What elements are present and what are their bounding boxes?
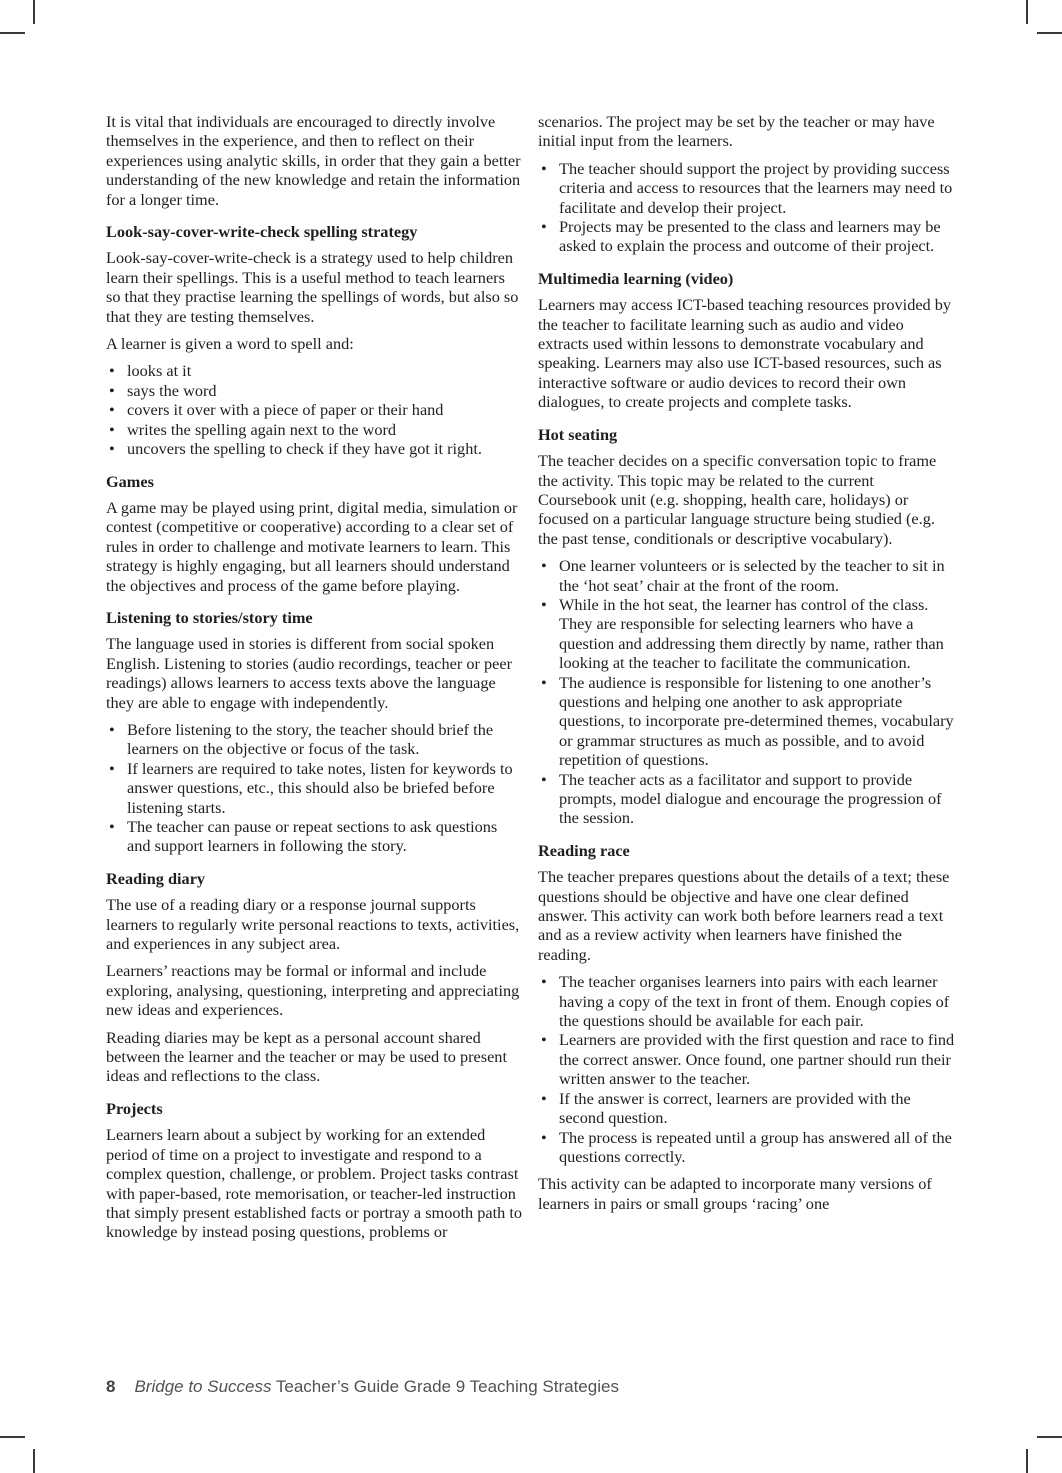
crop-mark-top-left-horizontal (0, 32, 25, 34)
bullet-marker: • (541, 1088, 547, 1108)
bullet-item (538, 556, 955, 595)
bullet-text: says the word (127, 380, 217, 400)
bullet-marker: • (541, 556, 547, 576)
paragraph: Learners’ reactions may be formal or informal and include exploring, analysing, questioning, interpreting and appreciating new ideas and experiences. (106, 961, 520, 1020)
bullet-text: uncovers the spelling to check if they have got it right. (127, 439, 482, 459)
bullet-text: The teacher can pause or repeat sections to ask questions and support learners in following the story. (127, 817, 498, 856)
paragraph: The teacher decides on a specific conversation topic to frame the activity. This topic may be related to the current Coursebook unit (e.g. shopping, health care, holidays) or focused on a particular language structure being studied (e.g. the past tense, conditionals or descriptive vocabulary). (538, 451, 937, 548)
bullet-marker: • (541, 1127, 547, 1147)
section-heading: Reading race (538, 840, 630, 860)
bullet-text: writes the spelling again next to the word (127, 419, 397, 439)
bullet-list (106, 720, 523, 856)
bullet-text: The teacher acts as a facilitator and support to provide prompts, model dialogue and encourage the progression of the session. (559, 769, 942, 828)
bullet-item (538, 1128, 955, 1167)
left-column (106, 112, 523, 1250)
bullet-marker: • (541, 1030, 547, 1050)
bullet-item (538, 159, 955, 217)
paragraph: Look-say-cover-write-check is a strategy used to help children learn their spellings. This is a useful method to teach learners so that they practise learning the spellings of words, but also so that they are testing themselves. (106, 248, 519, 326)
bullet-marker: • (541, 672, 547, 692)
paragraph: The teacher prepares questions about the details of a text; these questions should be objective and have one clear defined answer. This activity can work both before learners read a text and as a review activity when learners have finished the reading. (538, 867, 950, 964)
bullet-item (538, 217, 955, 256)
bullet-marker: • (109, 419, 115, 439)
bullet-marker: • (541, 217, 547, 237)
bullet-marker: • (109, 361, 115, 381)
bullet-marker: • (109, 817, 115, 836)
bullet-item (538, 595, 955, 673)
bullet-list (106, 361, 523, 458)
crop-mark-bottom-left-vertical (33, 1449, 35, 1473)
bullet-item (538, 770, 955, 828)
section-heading: Reading diary (106, 868, 206, 888)
bullet-item (106, 720, 523, 759)
bullet-item (538, 1030, 955, 1088)
section-heading: Hot seating (538, 424, 618, 444)
paragraph: It is vital that individuals are encouraged to directly involve themselves in the experience, and then to reflect on their experiences using analytic skills, in order that they gain a better understanding of the new knowledge and retain the information for a longer time. (106, 112, 521, 209)
bullet-item (538, 972, 955, 1030)
bullet-marker: • (541, 158, 547, 178)
bullet-list (538, 556, 955, 828)
bullet-text: The teacher should support the project by providing success criteria and access to resources that the learners may need to facilitate and develop their project. (559, 158, 953, 217)
bullet-list (538, 972, 955, 1166)
bullet-text: The audience is responsible for listening to one another’s questions and helping one another to ask appropriate questions, to incorporate pre-determined themes, vocabulary or grammar structures as much as possible, and to avoid repetition of questions. (559, 672, 954, 770)
paragraph: Learners may access ICT-based teaching resources provided by the teacher to facilitate learning such as audio and video extracts used within lessons to demonstrate vocabulary and speaking. Learners may also use ICT-based resources, such as interactive software or audio devices to record their own dialogues, to create projects and complete tasks. (538, 295, 952, 412)
bullet-item (106, 361, 523, 380)
footer-book-title: Bridge to Success (134, 1377, 272, 1396)
bullet-marker: • (109, 380, 115, 400)
footer-title-rest: Teacher’s Guide Grade 9 Teaching Strategies (271, 1377, 619, 1396)
bullet-marker: • (109, 758, 115, 778)
section-heading: Listening to stories/story time (106, 607, 313, 627)
bullet-text: One learner volunteers or is selected by the teacher to sit in the ‘hot seat’ chair at the front of the room. (559, 556, 945, 595)
bullet-marker: • (109, 439, 115, 459)
bullet-item (106, 381, 523, 400)
bullet-marker: • (109, 719, 115, 739)
bullet-marker: • (109, 400, 115, 420)
bullet-text: While in the hot seat, the learner has control of the class. They are responsible for selecting learners who have a question and addressing them directly by name, rather than looking at the teacher to facilitate the communication. (559, 594, 944, 673)
section-heading: Games (106, 471, 154, 491)
bullet-marker: • (541, 769, 547, 789)
section-heading: Multimedia learning (video) (538, 268, 734, 288)
bullet-text: If learners are required to take notes, listen for keywords to answer questions, etc., this should also be briefed before listening starts. (127, 758, 513, 817)
bullet-text: covers it over with a piece of paper or their hand (127, 400, 444, 420)
crop-mark-top-right-horizontal (1037, 32, 1062, 34)
bullet-item (106, 759, 523, 817)
bullet-text: The teacher organises learners into pairs with each learner having a copy of the text in front of them. Enough copies of the questions should be available for each pair. (559, 972, 950, 1031)
paragraph: Learners learn about a subject by working for an extended period of time on a project to investigate and respond to a complex question, challenge, or problem. Project tasks contrast with paper-based, rote memorisation, or teacher-led instruction that simply present established facts or portray a smooth path to knowledge by instead posing questions, problems or (106, 1125, 522, 1242)
crop-mark-bottom-right-horizontal (1037, 1436, 1062, 1438)
bullet-text: The process is repeated until a group has answered all of the questions correctly. (559, 1127, 952, 1166)
bullet-text: Before listening to the story, the teacher should brief the learners on the objective or focus of the task. (127, 719, 494, 759)
crop-mark-top-left-vertical (33, 0, 35, 24)
bullet-marker: • (541, 594, 547, 614)
bullet-item (538, 673, 955, 770)
right-column (538, 112, 955, 1250)
paragraph: The language used in stories is different from social spoken English. Listening to stories (audio recordings, teacher or peer readings) allows learners to access texts above the language they are able to engage with independently. (106, 634, 513, 712)
paragraph: Reading diaries may be kept as a personal account shared between the learner and the teacher or may be used to present ideas and reflections to the class. (106, 1027, 507, 1086)
bullet-item (106, 439, 523, 458)
bullet-marker: • (541, 972, 547, 992)
page-footer (106, 1377, 619, 1397)
paragraph: scenarios. The project may be set by the teacher or may have initial input from the learners. (538, 112, 935, 151)
bullet-item (106, 400, 523, 419)
bullet-item (538, 1089, 955, 1128)
crop-mark-bottom-right-vertical (1026, 1449, 1028, 1473)
crop-mark-top-right-vertical (1026, 0, 1028, 24)
bullet-item (106, 420, 523, 439)
paragraph: This activity can be adapted to incorporate many versions of learners in pairs or small groups ‘racing’ one (538, 1174, 932, 1213)
bullet-text: Projects may be presented to the class and learners may be asked to explain the process and outcome of their project. (559, 217, 941, 256)
paragraph: A game may be played using print, digital media, simulation or contest (competitive or cooperative) according to a clear set of rules in order to challenge and motivate learners to learn. This strategy is highly engaging, but all learners should understand the objectives and process of the game before playing. (106, 497, 518, 595)
bullet-text: Learners are provided with the first question and race to find the correct answer. Once found, one partner should run their written answer to the teacher. (559, 1030, 955, 1089)
paragraph: A learner is given a word to spell and: (106, 334, 354, 354)
paragraph: The use of a reading diary or a response journal supports learners to regularly write personal reactions to texts, activities, and experiences in any subject area. (106, 895, 520, 954)
bullet-list (538, 159, 955, 256)
crop-mark-bottom-left-horizontal (0, 1436, 25, 1438)
bullet-item (106, 817, 523, 856)
bullet-text: If the answer is correct, learners are provided with the second question. (559, 1088, 911, 1128)
section-heading: Look-say-cover-write-check spelling strategy (106, 222, 418, 242)
page-number: 8 (106, 1377, 116, 1396)
section-heading: Projects (106, 1098, 163, 1118)
bullet-text: looks at it (127, 361, 192, 381)
page-body (106, 112, 955, 1250)
